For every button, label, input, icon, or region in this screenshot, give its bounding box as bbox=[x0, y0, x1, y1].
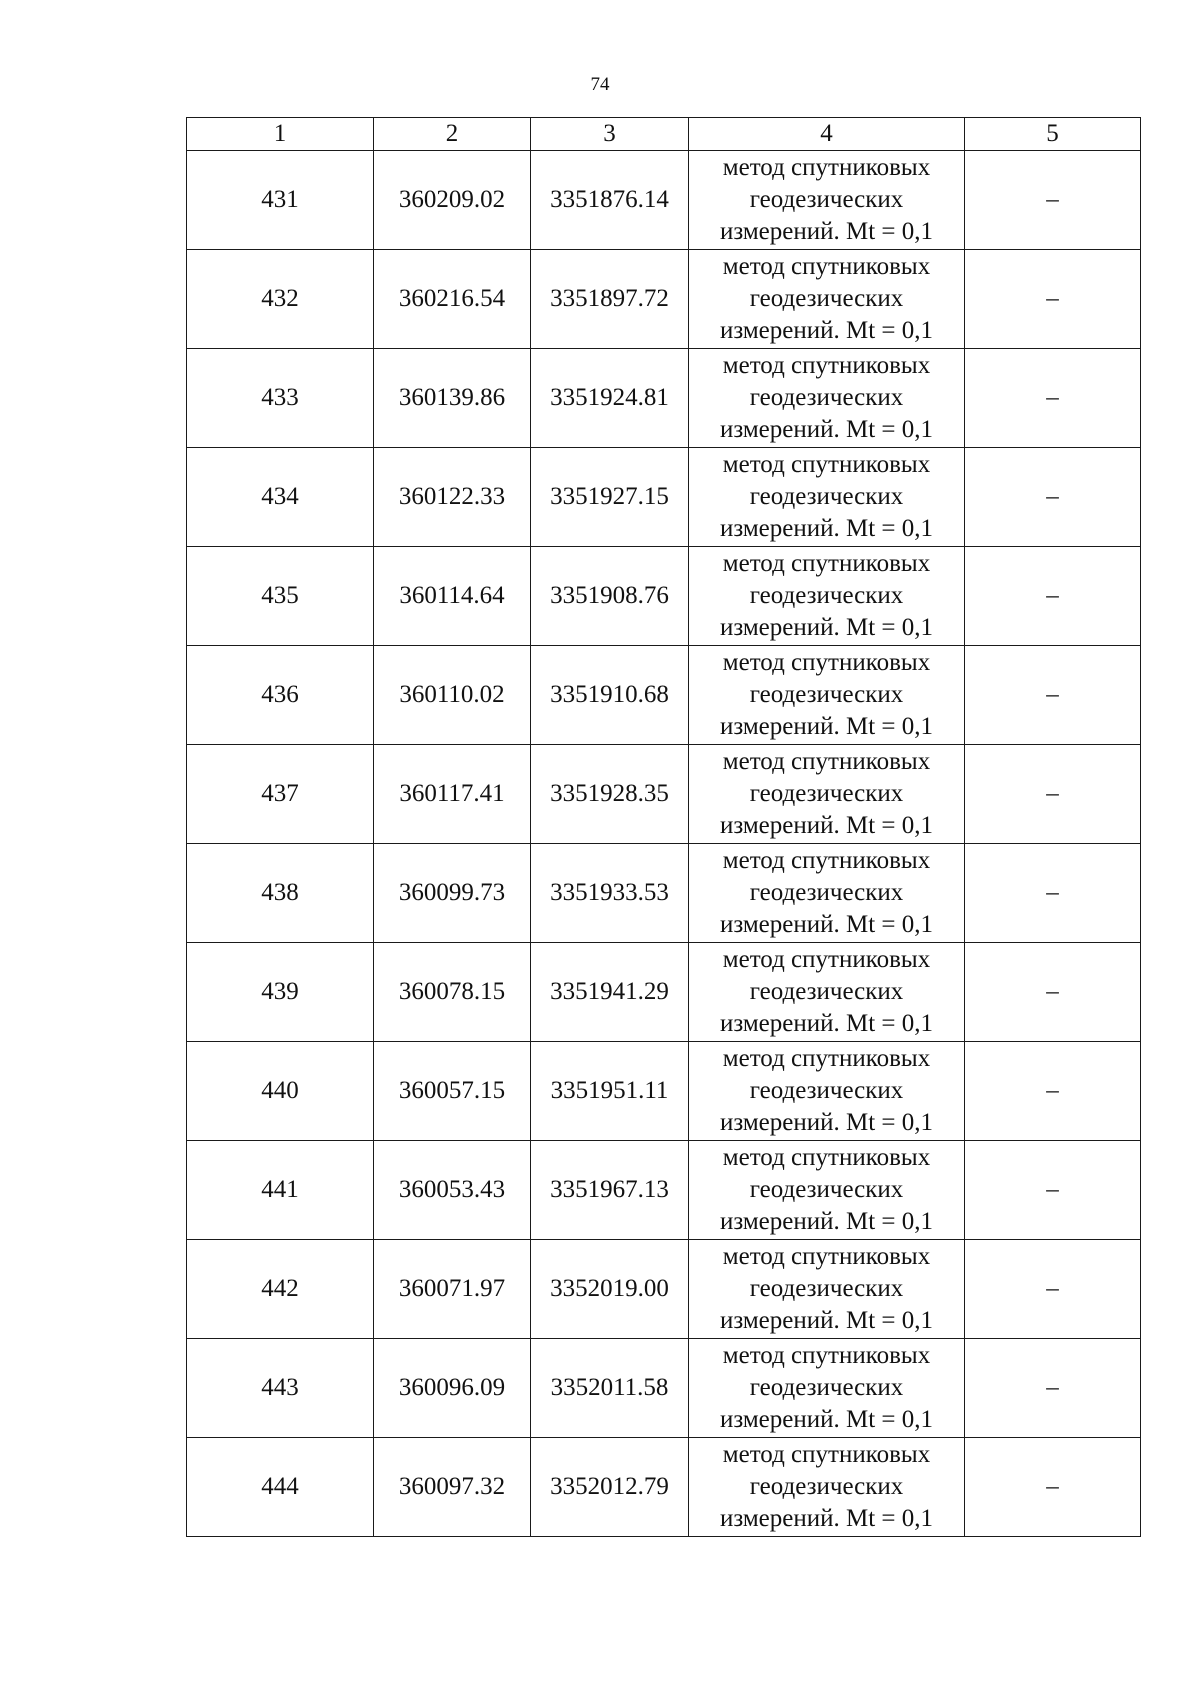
method-cell bbox=[689, 448, 965, 547]
table-body bbox=[187, 151, 1141, 1537]
table-row bbox=[187, 250, 1141, 349]
note-cell: – bbox=[965, 1141, 1141, 1240]
y-coordinate-cell: 3352019.00 bbox=[531, 1240, 689, 1339]
method-text-line: геодезических bbox=[749, 879, 904, 906]
header-cell-2: 2 bbox=[374, 118, 531, 151]
method-cell bbox=[689, 745, 965, 844]
method-text-line: измерений. Mt = 0,1 bbox=[719, 317, 934, 344]
method-text-line: измерений. Mt = 0,1 bbox=[719, 218, 934, 245]
method-text-line: геодезических bbox=[749, 1473, 904, 1500]
coordinates-table bbox=[186, 117, 1141, 1537]
method-text-line: метод спутниковых bbox=[722, 253, 931, 280]
note-cell: – bbox=[965, 250, 1141, 349]
note-cell: – bbox=[965, 349, 1141, 448]
method-text-line: геодезических bbox=[749, 1275, 904, 1302]
method-text-line: измерений. Mt = 0,1 bbox=[719, 416, 934, 443]
x-coordinate-cell: 360078.15 bbox=[374, 943, 531, 1042]
method-text-line: измерений. Mt = 0,1 bbox=[719, 515, 934, 542]
note-cell: – bbox=[965, 1339, 1141, 1438]
table-row bbox=[187, 151, 1141, 250]
method-cell bbox=[689, 1438, 965, 1537]
point-number-cell: 433 bbox=[187, 349, 374, 448]
method-text-line: измерений. Mt = 0,1 bbox=[719, 1010, 934, 1037]
method-text-line: геодезических bbox=[749, 1077, 904, 1104]
method-text-line: измерений. Mt = 0,1 bbox=[719, 1307, 934, 1334]
header-row bbox=[187, 118, 1141, 151]
method-text-line: измерений. Mt = 0,1 bbox=[719, 1505, 934, 1532]
method-text-line: метод спутниковых bbox=[722, 847, 931, 874]
method-text-line: метод спутниковых bbox=[722, 748, 931, 775]
note-cell: – bbox=[965, 448, 1141, 547]
point-number-cell: 440 bbox=[187, 1042, 374, 1141]
x-coordinate-cell: 360110.02 bbox=[374, 646, 531, 745]
method-text-line: метод спутниковых bbox=[722, 1243, 931, 1270]
point-number-cell: 437 bbox=[187, 745, 374, 844]
point-number-cell: 432 bbox=[187, 250, 374, 349]
x-coordinate-cell: 360071.97 bbox=[374, 1240, 531, 1339]
method-cell bbox=[689, 1339, 965, 1438]
x-coordinate-cell: 360053.43 bbox=[374, 1141, 531, 1240]
x-coordinate-cell: 360117.41 bbox=[374, 745, 531, 844]
y-coordinate-cell: 3351876.14 bbox=[531, 151, 689, 250]
method-text-line: метод спутниковых bbox=[722, 451, 931, 478]
method-text-line: геодезических bbox=[749, 978, 904, 1005]
method-cell bbox=[689, 250, 965, 349]
method-text-line: измерений. Mt = 0,1 bbox=[719, 1208, 934, 1235]
note-cell: – bbox=[965, 547, 1141, 646]
method-cell bbox=[689, 1042, 965, 1141]
table-row bbox=[187, 745, 1141, 844]
point-number-cell: 441 bbox=[187, 1141, 374, 1240]
table-row bbox=[187, 646, 1141, 745]
method-text-line: измерений. Mt = 0,1 bbox=[719, 614, 934, 641]
page-number: 74 bbox=[590, 74, 610, 95]
note-cell: – bbox=[965, 943, 1141, 1042]
method-text-line: метод спутниковых bbox=[722, 1045, 931, 1072]
x-coordinate-cell: 360097.32 bbox=[374, 1438, 531, 1537]
method-text-line: измерений. Mt = 0,1 bbox=[719, 812, 934, 839]
header-cell-5: 5 bbox=[965, 118, 1141, 151]
x-coordinate-cell: 360096.09 bbox=[374, 1339, 531, 1438]
x-coordinate-cell: 360209.02 bbox=[374, 151, 531, 250]
x-coordinate-cell: 360099.73 bbox=[374, 844, 531, 943]
method-text-line: измерений. Mt = 0,1 bbox=[719, 911, 934, 938]
table-row bbox=[187, 943, 1141, 1042]
note-cell: – bbox=[965, 1042, 1141, 1141]
method-cell bbox=[689, 646, 965, 745]
y-coordinate-cell: 3351910.68 bbox=[531, 646, 689, 745]
table-row bbox=[187, 1042, 1141, 1141]
method-text-line: измерений. Mt = 0,1 bbox=[719, 1406, 934, 1433]
method-text-line: геодезических bbox=[749, 681, 904, 708]
x-coordinate-cell: 360057.15 bbox=[374, 1042, 531, 1141]
method-cell bbox=[689, 547, 965, 646]
method-text-line: геодезических bbox=[749, 483, 904, 510]
method-text-line: геодезических bbox=[749, 1176, 904, 1203]
table-row bbox=[187, 1240, 1141, 1339]
method-cell bbox=[689, 1240, 965, 1339]
note-cell: – bbox=[965, 1438, 1141, 1537]
method-text-line: метод спутниковых bbox=[722, 154, 931, 181]
y-coordinate-cell: 3351967.13 bbox=[531, 1141, 689, 1240]
method-text-line: геодезических bbox=[749, 384, 904, 411]
method-text-line: геодезических bbox=[749, 1374, 904, 1401]
method-text-line: метод спутниковых bbox=[722, 550, 931, 577]
table-row bbox=[187, 1438, 1141, 1537]
method-text-line: метод спутниковых bbox=[722, 946, 931, 973]
method-cell bbox=[689, 349, 965, 448]
point-number-cell: 434 bbox=[187, 448, 374, 547]
table-row bbox=[187, 448, 1141, 547]
method-text-line: метод спутниковых bbox=[722, 1144, 931, 1171]
method-text-line: метод спутниковых bbox=[722, 352, 931, 379]
point-number-cell: 435 bbox=[187, 547, 374, 646]
header-cell-4: 4 bbox=[689, 118, 965, 151]
y-coordinate-cell: 3351941.29 bbox=[531, 943, 689, 1042]
y-coordinate-cell: 3351933.53 bbox=[531, 844, 689, 943]
method-text-line: метод спутниковых bbox=[722, 1342, 931, 1369]
point-number-cell: 443 bbox=[187, 1339, 374, 1438]
table-row bbox=[187, 547, 1141, 646]
x-coordinate-cell: 360139.86 bbox=[374, 349, 531, 448]
table-row bbox=[187, 844, 1141, 943]
method-cell bbox=[689, 844, 965, 943]
point-number-cell: 442 bbox=[187, 1240, 374, 1339]
x-coordinate-cell: 360216.54 bbox=[374, 250, 531, 349]
method-text-line: измерений. Mt = 0,1 bbox=[719, 1109, 934, 1136]
table-row bbox=[187, 1339, 1141, 1438]
x-coordinate-cell: 360122.33 bbox=[374, 448, 531, 547]
point-number-cell: 439 bbox=[187, 943, 374, 1042]
point-number-cell: 438 bbox=[187, 844, 374, 943]
y-coordinate-cell: 3351928.35 bbox=[531, 745, 689, 844]
header-cell-3: 3 bbox=[531, 118, 689, 151]
method-text-line: измерений. Mt = 0,1 bbox=[719, 713, 934, 740]
point-number-cell: 436 bbox=[187, 646, 374, 745]
y-coordinate-cell: 3351924.81 bbox=[531, 349, 689, 448]
header-cell-1: 1 bbox=[187, 118, 374, 151]
note-cell: – bbox=[965, 1240, 1141, 1339]
table-row bbox=[187, 349, 1141, 448]
note-cell: – bbox=[965, 151, 1141, 250]
method-text-line: геодезических bbox=[749, 582, 904, 609]
method-text-line: метод спутниковых bbox=[722, 649, 931, 676]
table-row bbox=[187, 1141, 1141, 1240]
y-coordinate-cell: 3351908.76 bbox=[531, 547, 689, 646]
method-cell bbox=[689, 1141, 965, 1240]
method-text-line: метод спутниковых bbox=[722, 1441, 931, 1468]
method-text-line: геодезических bbox=[749, 186, 904, 213]
method-cell bbox=[689, 151, 965, 250]
method-text-line: геодезических bbox=[749, 285, 904, 312]
y-coordinate-cell: 3351927.15 bbox=[531, 448, 689, 547]
y-coordinate-cell: 3352012.79 bbox=[531, 1438, 689, 1537]
note-cell: – bbox=[965, 646, 1141, 745]
note-cell: – bbox=[965, 844, 1141, 943]
note-cell: – bbox=[965, 745, 1141, 844]
x-coordinate-cell: 360114.64 bbox=[374, 547, 531, 646]
y-coordinate-cell: 3351897.72 bbox=[531, 250, 689, 349]
point-number-cell: 431 bbox=[187, 151, 374, 250]
point-number-cell: 444 bbox=[187, 1438, 374, 1537]
y-coordinate-cell: 3352011.58 bbox=[531, 1339, 689, 1438]
method-text-line: геодезических bbox=[749, 780, 904, 807]
y-coordinate-cell: 3351951.11 bbox=[531, 1042, 689, 1141]
method-cell bbox=[689, 943, 965, 1042]
